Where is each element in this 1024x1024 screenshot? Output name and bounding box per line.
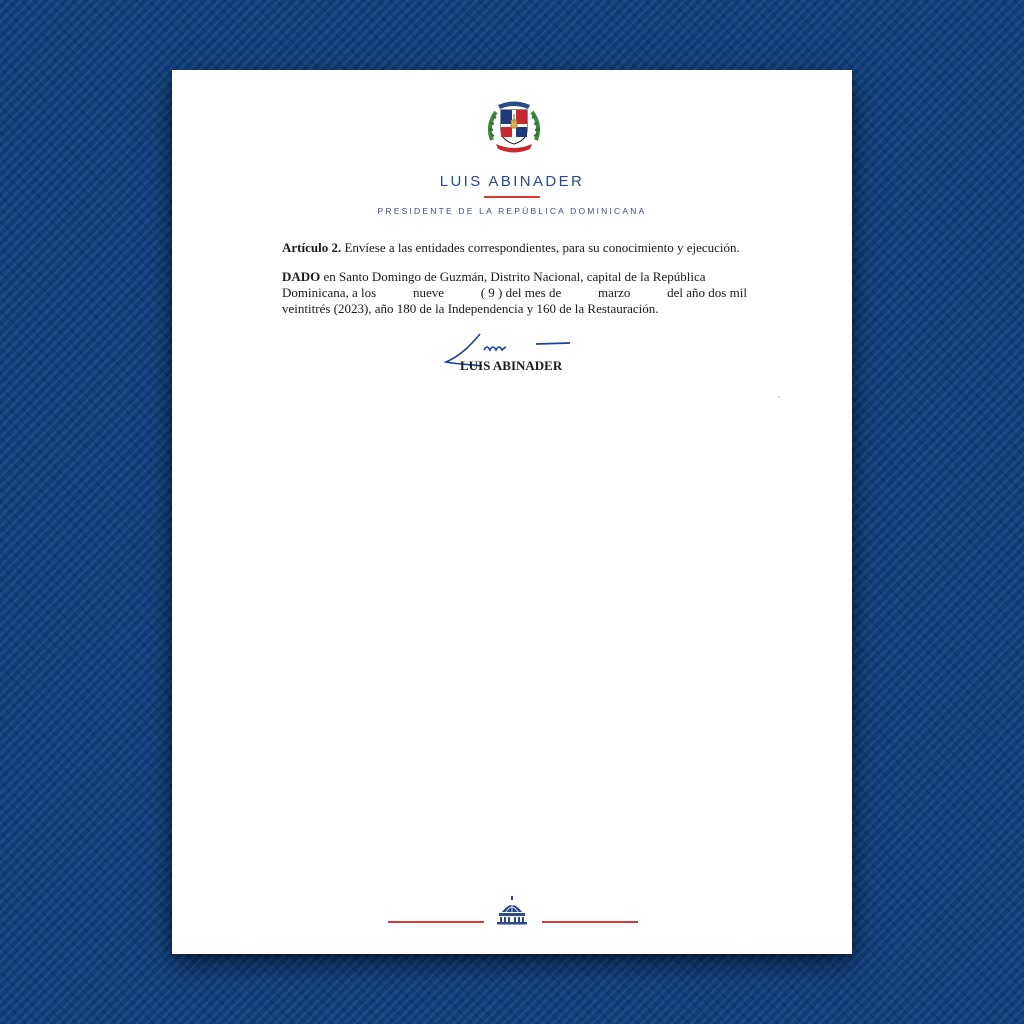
palace-dome-icon [494, 896, 530, 926]
header-divider [484, 196, 540, 198]
dado-day-word: nueve [412, 285, 444, 300]
dado-line2-part: ( 9 ) del mes de [480, 285, 562, 300]
header-title: PRESIDENTE DE LA REPÚBLICA DOMINICANA [377, 206, 647, 216]
dado-paragraph [282, 269, 747, 317]
paper-speck [778, 396, 780, 398]
dado-month: marzo [597, 285, 631, 300]
dado-line3-text: veintitrés (2023), año 180 de la Independencia y 160 de la Restauración. [282, 301, 659, 316]
dado-line2-part: Dominicana, a los [282, 285, 377, 300]
article-text: Envíese a las entidades correspondientes, para su conocimiento y ejecución. [341, 240, 740, 255]
dado-line2-part: del año dos mil [667, 285, 747, 300]
coat-of-arms-icon [484, 96, 544, 156]
article-label: Artículo 2. [282, 240, 342, 255]
dado-line-2 [282, 285, 747, 301]
dado-label: DADO [282, 269, 321, 284]
article-paragraph [282, 240, 747, 256]
header-name: LUIS ABINADER [439, 173, 585, 190]
document-page [172, 70, 852, 954]
dado-line-3 [282, 301, 747, 317]
footer-rule-right [542, 921, 638, 923]
footer-rule-left [388, 921, 484, 923]
dado-line-1 [282, 269, 747, 285]
signatory-name: LUIS ABINADER [460, 358, 563, 373]
dado-line1-text: en Santo Domingo de Guzmán, Distrito Nacional, capital de la República [320, 269, 706, 284]
